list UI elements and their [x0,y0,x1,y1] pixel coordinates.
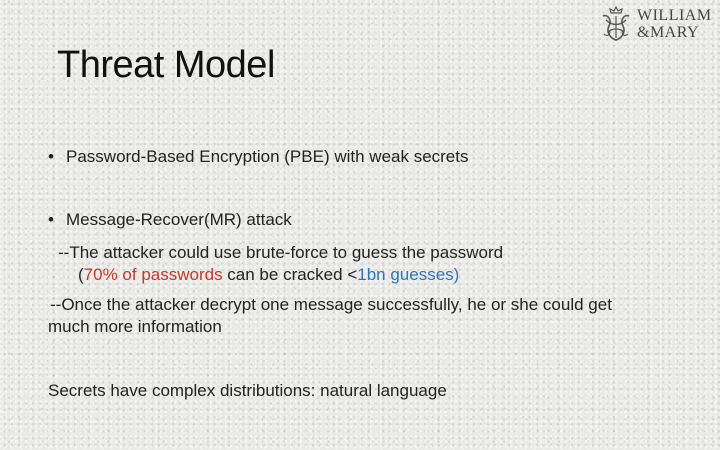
detail-crack-stat [78,264,459,286]
bullet-marker: • [48,210,54,229]
logo-line-2: &MARY [637,24,700,41]
detail-decrypt: --Once the attacker decrypt one message successfully, he or she could get [50,295,612,314]
footer-statement: Secrets have complex distributions: natural language [48,381,447,400]
logo-line-1: WILLIAM [637,7,712,24]
paren-open: ( [78,265,84,284]
crack-middle-text: can be cracked < [222,265,358,284]
page-title: Threat Model [57,44,275,86]
highlight-guesses: 1bn guesses) [357,265,460,284]
cipher-crest-icon [598,4,634,44]
bullet-text: Password-Based Encryption (PBE) with weak secrets [66,147,469,166]
bullet-text: Message-Recover(MR) attack [66,210,292,229]
highlight-percent: 70% of passwords [83,265,223,284]
bullet-mr-attack [48,209,292,231]
bullet-marker: • [48,147,54,166]
bullet-pbe [48,146,469,168]
detail-brute-force: --The attacker could use brute-force to guess the password [58,243,504,262]
logo-wordmark [637,7,712,41]
william-and-mary-logo [598,4,716,44]
detail-decrypt-cont: much more information [48,317,222,336]
